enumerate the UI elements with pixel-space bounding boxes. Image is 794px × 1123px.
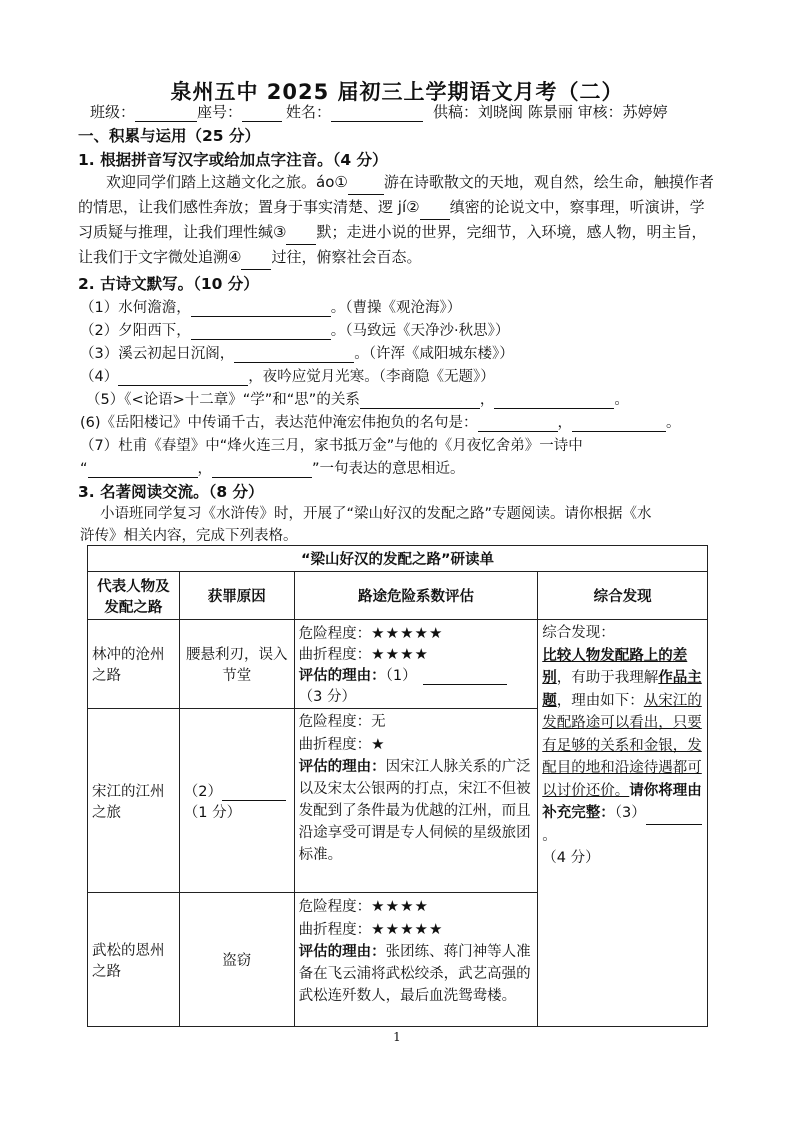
- poem-line-4: （4） ，夜吟应觉月光寒。（李商隐《无题》）: [80, 369, 495, 385]
- poem-blank-7b[interactable]: [212, 463, 312, 478]
- blank-1[interactable]: [348, 180, 384, 195]
- passage-text-4: 默；走进小说的世界，完细节，入环境，感人物，明主旨，让我们于文字微处追溯④: [78, 223, 707, 266]
- row-person: 宋江的江州之旅: [88, 709, 180, 893]
- danger-stars: ★★★★: [371, 897, 429, 915]
- row-evaluation: 危险程度：★★★★ 曲折程度：★★★★★ 评估的理由：张团练、蒋门神等人准备在飞云浦将武松绞杀，武艺高强的武松连歼数人，最后血洗鸳鸯楼。: [294, 893, 538, 1027]
- passage-text-2: 游在诗歌散文的天地，观自然，绘生命，触摸作者的情思，让我们感性奔放；置身于事实清楚、逻 jí②: [78, 173, 714, 216]
- question-3-intro-2: 浒传》相关内容，完成下列表格。: [80, 528, 298, 544]
- twist-stars: ★: [371, 735, 386, 753]
- finding-label: 综合发现：: [542, 625, 615, 641]
- poem-line-2: （2）夕阳西下， 。（马致远《天净沙·秋思》）: [80, 323, 510, 339]
- poem-blank-5b[interactable]: [494, 394, 614, 409]
- info-line: [90, 101, 730, 122]
- page-title: 泉州五中 2025 届初三上学期语文月考（二）: [170, 80, 624, 104]
- seat-label: 座号：: [197, 103, 243, 121]
- answer-blank-1[interactable]: [423, 670, 507, 685]
- header-finding: 综合发现: [538, 572, 708, 620]
- page-number: 1: [393, 1030, 401, 1044]
- section-heading: 一、积累与运用（25 分）: [78, 127, 260, 145]
- poem-blank-6a[interactable]: [478, 417, 558, 432]
- author-info: 供稿：刘晓闽 陈景丽 审核：苏婷婷: [433, 103, 668, 121]
- poem-blank-2[interactable]: [191, 325, 331, 340]
- question-3-heading: 3. 名著阅读交流。（8 分）: [78, 483, 264, 501]
- class-blank[interactable]: [135, 107, 197, 122]
- row-evaluation: 危险程度：★★★★★ 曲折程度：★★★★ 评估的理由：（1） （3 分）: [294, 620, 538, 709]
- table-caption: “梁山好汉的发配之路”研读单: [88, 546, 708, 572]
- table-row: [88, 620, 708, 709]
- name-blank[interactable]: [331, 107, 423, 122]
- poem-blank-6b[interactable]: [572, 417, 666, 432]
- passage-text-1: 欢迎同学们踏上这趟文化之旅。áo①: [106, 173, 348, 191]
- poem-line-7b: “ ， ”一句表达的意思相近。: [80, 461, 465, 477]
- blank-4[interactable]: [241, 255, 271, 270]
- twist-stars: ★★★★★: [371, 920, 444, 938]
- row-reason: （2） （1 分）: [179, 709, 294, 893]
- twist-stars: ★★★★: [371, 645, 429, 663]
- row-person: 武松的恩州之路: [88, 893, 180, 1027]
- poem-blank-7a[interactable]: [88, 463, 198, 478]
- poem-blank-5a[interactable]: [360, 394, 480, 409]
- question-1-passage: [78, 170, 718, 270]
- danger-stars: ★★★★★: [371, 624, 444, 642]
- finding-cell: 综合发现： 比较人物发配路上的差别，有助于我理解作品主题，理由如下：从宋江的发配路途可以看出，只要有足够的关系和金银，发配目的地和沿途待遇都可以讨价还价。请你将理由补充完整：（3）。 （4 分）: [538, 620, 708, 1027]
- blank-2[interactable]: [420, 205, 450, 220]
- row-reason: 盗窃: [179, 893, 294, 1027]
- answer-blank-3[interactable]: [646, 810, 702, 825]
- row-person: 林冲的沧州之路: [88, 620, 180, 709]
- question-2-heading: 2. 古诗文默写。（10 分）: [78, 275, 259, 293]
- row-reason: 腰悬利刃，误入节堂: [179, 620, 294, 709]
- poem-blank-3[interactable]: [234, 348, 354, 363]
- poem-blank-1[interactable]: [191, 302, 331, 317]
- finding-underlined: 从宋江的发配路途可以看出，只要有足够的关系和金银，发配目的地和沿途待遇都可以讨价还价。: [542, 692, 702, 799]
- score-text: （3 分）: [298, 689, 357, 705]
- question-1-heading: 1. 根据拼音写汉字或给加点字注音。（4 分）: [78, 151, 388, 169]
- header-reason: 获罪原因: [179, 572, 294, 620]
- poem-line-7: （7）杜甫《春望》中“烽火连三月，家书抵万金”与他的《月夜忆舍弟》一诗中: [80, 438, 583, 454]
- poem-line-6: (6)《岳阳楼记》中传诵千古，表达范仲淹宏伟抱负的名句是： ， 。: [80, 415, 681, 431]
- header-danger: 路途危险系数评估: [294, 572, 538, 620]
- passage-text-3: 缜密的论说文中，察事理，听演讲，学习质疑与推理，让我们理性缄③: [78, 198, 705, 241]
- question-3-intro-1: 小语班同学复习《水浒传》时，开展了“梁山好汉的发配之路”专题阅读。请你根据《水: [100, 506, 652, 522]
- blank-3[interactable]: [286, 230, 316, 245]
- poem-line-5: （5）《<论语>十二章》“学”和“思”的关系 ， 。: [86, 392, 629, 408]
- poem-line-1: （1）水何澹澹， 。（曹操《观沧海》）: [80, 300, 462, 316]
- danger-stars: 无: [371, 714, 386, 730]
- header-person: 代表人物及发配之路: [88, 572, 180, 620]
- finding-score: （4 分）: [542, 850, 600, 866]
- class-label: 班级：: [90, 103, 136, 121]
- poem-blank-4[interactable]: [118, 371, 248, 386]
- row-evaluation: 危险程度：无 曲折程度：★ 评估的理由：因宋江人脉关系的广泛以及宋太公银两的打点，宋江不但被发配到了条件最为优越的江州，而且沿途享受可谓是专人伺候的星级旅团标准。: [294, 709, 538, 893]
- seat-blank[interactable]: [242, 107, 282, 122]
- poem-line-3: （3）溪云初起日沉阁， 。（许浑《咸阳城东楼》）: [80, 346, 514, 362]
- answer-blank-2[interactable]: [222, 786, 286, 801]
- reading-table: [87, 545, 708, 1027]
- passage-text-5: 过往，俯察社会百态。: [271, 248, 422, 266]
- name-label: 姓名：: [286, 103, 332, 121]
